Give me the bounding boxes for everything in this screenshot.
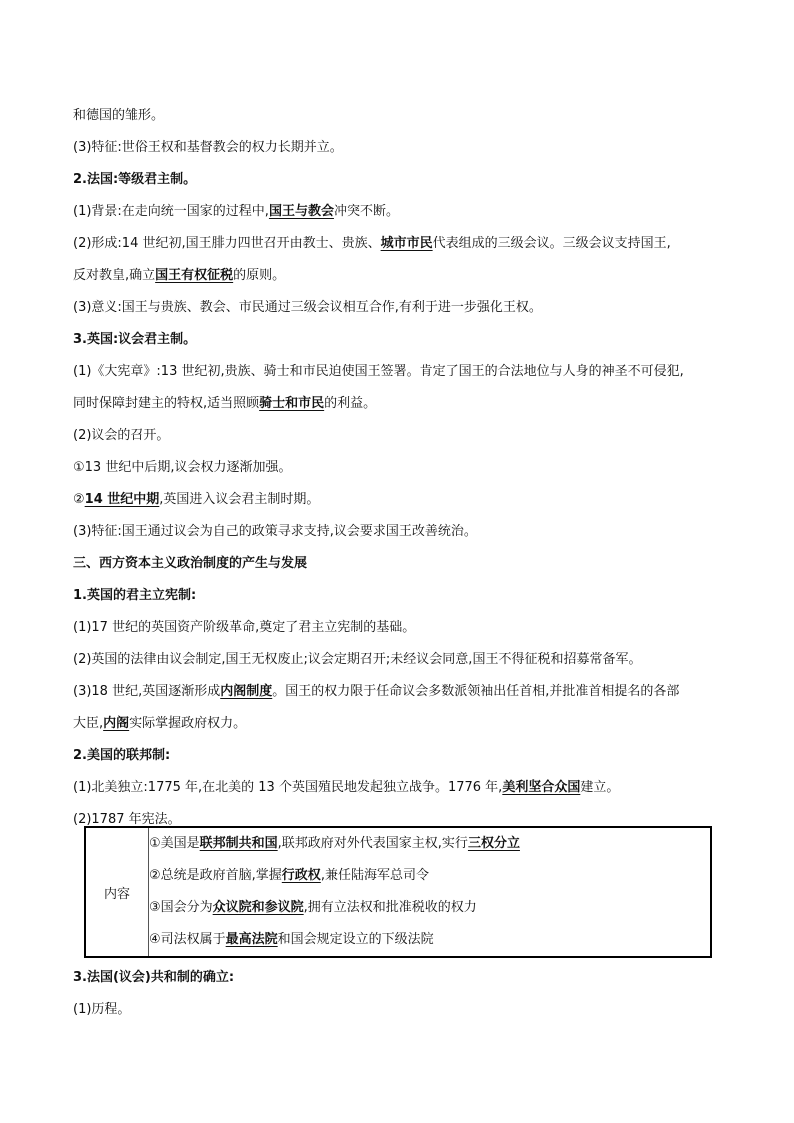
content-row: ①美国是联邦制共和国,联邦政府对外代表国家主权,实行三权分立: [149, 836, 520, 851]
paragraph-line: (3)意义:国王与贵族、教会、市民通过三级会议相互合作,有利于进一步强化王权。: [73, 300, 542, 315]
paragraph-line: (2)议会的召开。: [73, 428, 170, 443]
paragraph-line: (1)17 世纪的英国资产阶级革命,奠定了君主立宪制的基础。: [73, 620, 416, 635]
key-term: 国王与教会: [268, 204, 334, 219]
key-term: 众议院和参议院: [212, 900, 304, 915]
content-row: ③国会分为众议院和参议院,拥有立法权和批准税收的权力: [149, 900, 477, 915]
section-heading: 3.英国:议会君主制。: [73, 332, 197, 347]
paragraph-line: (2)1787 年宪法。: [73, 812, 181, 827]
key-term: 联邦制共和国: [199, 836, 278, 851]
paragraph-line: 反对教皇,确立国王有权征税的原则。: [73, 268, 286, 283]
key-term: 三权分立: [467, 836, 520, 851]
key-term: 内阁制度: [220, 684, 273, 699]
key-term: 内阁: [103, 716, 130, 731]
paragraph-line: (3)特征:国王通过议会为自己的政策寻求支持,议会要求国王改善统治。: [73, 524, 477, 539]
document-body-continued: [73, 962, 723, 1026]
content-row: ②总统是政府首脑,掌握行政权,兼任陆海军总司令: [149, 868, 429, 883]
paragraph-line: (3)18 世纪,英国逐渐形成内阁制度。国王的权力限于任命议会多数派领袖出任首相,并批准首相提名的各部: [73, 684, 680, 699]
key-term: 美利坚合众国: [502, 780, 581, 795]
paragraph-line: 和德国的雏形。: [73, 108, 165, 123]
paragraph-line: (2)英国的法律由议会制定,国王无权废止;议会定期召开;未经议会同意,国王不得征税和招募常备军。: [73, 652, 642, 667]
paragraph-line: (1)北美独立:1775 年,在北美的 13 个英国殖民地发起独立战争。1776 年,美利坚合众国建立。: [73, 780, 620, 795]
paragraph-line: ②14 世纪中期,英国进入议会君主制时期。: [73, 492, 320, 507]
key-term: 14 世纪中期: [84, 492, 160, 507]
paragraph-line: 同时保障封建主的特权,适当照顾骑士和市民的利益。: [73, 396, 377, 411]
paragraph-line: (1)历程。: [73, 1002, 131, 1017]
paragraph-line: (2)形成:14 世纪初,国王腓力四世召开由教士、贵族、城市市民代表组成的三级会议。三级会议支持国王,: [73, 236, 671, 251]
paragraph-line: (1)背景:在走向统一国家的过程中,国王与教会冲突不断。: [73, 204, 399, 219]
paragraph-line: (1)《大宪章》:13 世纪初,贵族、骑士和市民迫使国王签署。肯定了国王的合法地位与人身的神圣不可侵犯,: [73, 364, 684, 379]
key-term: 行政权: [281, 868, 321, 883]
paragraph-line: 大臣,内阁实际掌握政府权力。: [73, 716, 247, 731]
table-content-cell: [149, 827, 712, 957]
document-body: [73, 100, 723, 836]
table-label-cell: 内容: [85, 827, 149, 957]
section-heading: 1.英国的君主立宪制:: [73, 588, 197, 603]
key-term: 骑士和市民: [259, 396, 325, 411]
content-row: ④司法权属于最高法院和国会规定设立的下级法院: [149, 932, 434, 947]
section-heading: 2.美国的联邦制:: [73, 748, 171, 763]
key-term: 国王有权征税: [155, 268, 234, 283]
section-heading: 3.法国(议会)共和制的确立:: [73, 970, 235, 985]
paragraph-line: ①13 世纪中后期,议会权力逐渐加强。: [73, 460, 292, 475]
constitution-content-table: [84, 826, 712, 958]
key-term: 城市市民: [380, 236, 433, 251]
section-heading: 2.法国:等级君主制。: [73, 172, 197, 187]
key-term: 最高法院: [225, 932, 278, 947]
paragraph-line: (3)特征:世俗王权和基督教会的权力长期并立。: [73, 140, 343, 155]
chapter-heading: 三、西方资本主义政治制度的产生与发展: [73, 556, 308, 571]
